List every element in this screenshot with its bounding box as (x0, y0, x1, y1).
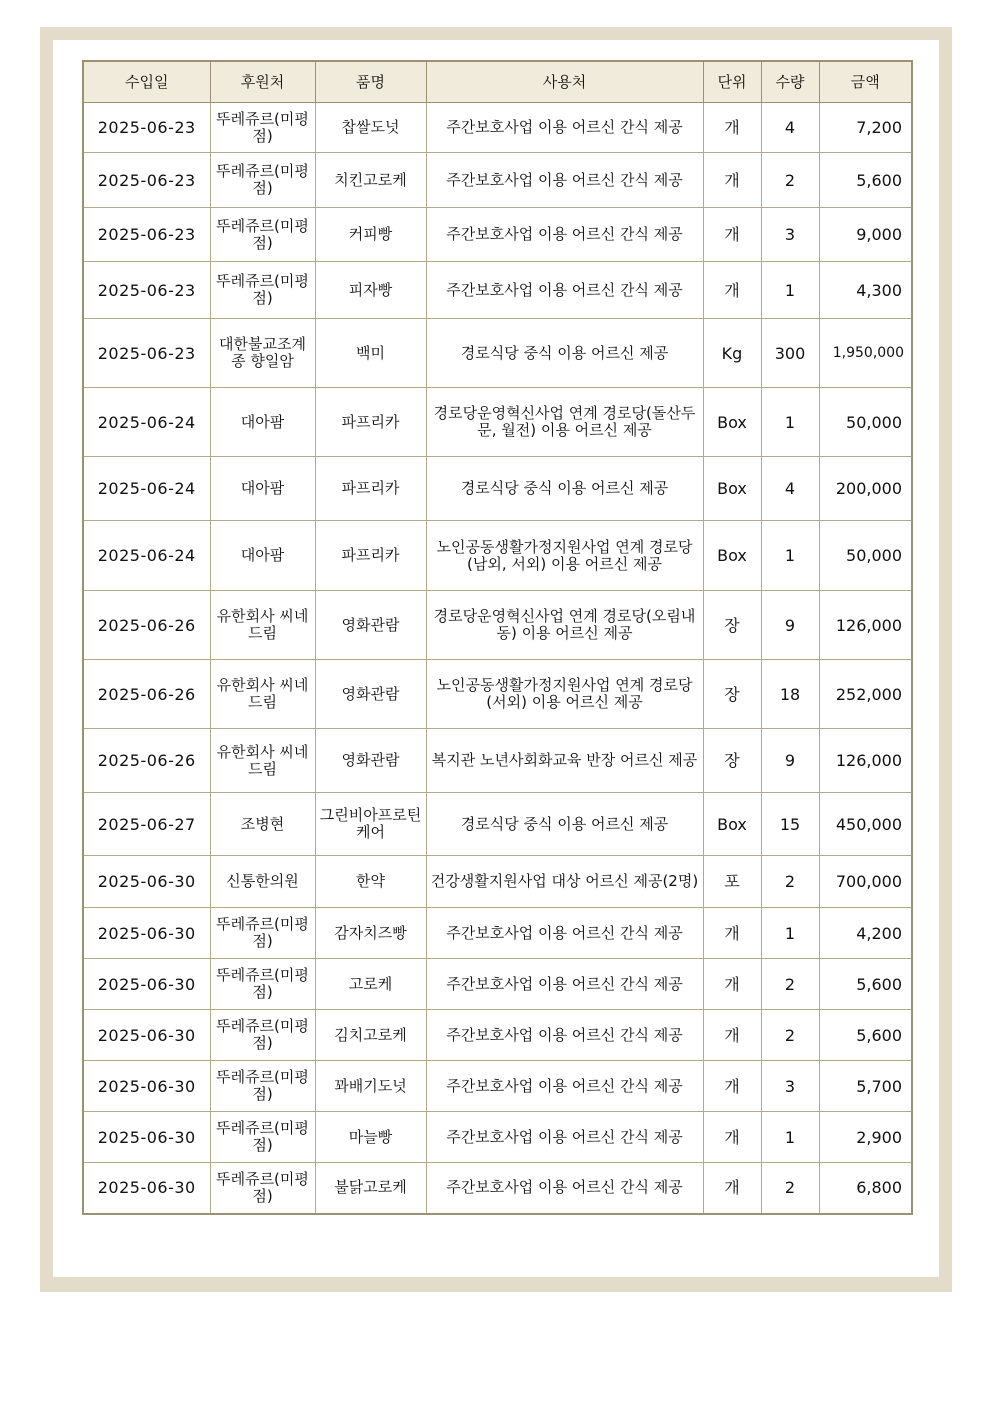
cell-usage: 주간보호사업 이용 어르신 간식 제공 (426, 103, 703, 153)
cell-amount: 9,000 (819, 208, 912, 262)
cell-donor: 뚜레쥬르(미평점) (210, 1112, 315, 1163)
cell-usage: 주간보호사업 이용 어르신 간식 제공 (426, 1010, 703, 1061)
cell-usage: 주간보호사업 이용 어르신 간식 제공 (426, 908, 703, 959)
cell-item: 고로케 (315, 959, 426, 1010)
cell-usage: 경로당운영혁신사업 연계 경로당(돌산두문, 월전) 이용 어르신 제공 (426, 388, 703, 457)
cell-item: 백미 (315, 319, 426, 388)
table-row (83, 388, 912, 457)
cell-amount: 200,000 (819, 457, 912, 521)
cell-usage: 주간보호사업 이용 어르신 간식 제공 (426, 153, 703, 208)
cell-usage: 경로당운영혁신사업 연계 경로당(오림내동) 이용 어르신 제공 (426, 591, 703, 660)
header-quantity: 수량 (761, 61, 819, 103)
cell-date: 2025-06-30 (83, 959, 210, 1010)
cell-unit: 개 (703, 1061, 761, 1112)
cell-date: 2025-06-30 (83, 1163, 210, 1214)
cell-item: 그린비아프로틴케어 (315, 793, 426, 856)
cell-unit: 개 (703, 153, 761, 208)
cell-donor: 대한불교조계종 향일암 (210, 319, 315, 388)
page-inner (53, 40, 939, 1277)
cell-amount: 6,800 (819, 1163, 912, 1214)
cell-usage: 주간보호사업 이용 어르신 간식 제공 (426, 1112, 703, 1163)
donation-table (82, 60, 913, 1215)
cell-date: 2025-06-30 (83, 1112, 210, 1163)
cell-quantity: 1 (761, 1112, 819, 1163)
header-usage: 사용처 (426, 61, 703, 103)
cell-date: 2025-06-30 (83, 908, 210, 959)
cell-donor: 뚜레쥬르(미평점) (210, 262, 315, 319)
cell-unit: 개 (703, 103, 761, 153)
cell-quantity: 2 (761, 153, 819, 208)
table-row (83, 208, 912, 262)
cell-amount: 4,300 (819, 262, 912, 319)
cell-item: 피자빵 (315, 262, 426, 319)
cell-amount: 126,000 (819, 729, 912, 793)
cell-quantity: 300 (761, 319, 819, 388)
cell-donor: 뚜레쥬르(미평점) (210, 1061, 315, 1112)
table-row (83, 1010, 912, 1061)
table-row (83, 319, 912, 388)
cell-quantity: 1 (761, 262, 819, 319)
cell-quantity: 2 (761, 959, 819, 1010)
cell-donor: 유한회사 씨네드림 (210, 729, 315, 793)
cell-quantity: 18 (761, 660, 819, 729)
table-row (83, 959, 912, 1010)
cell-quantity: 2 (761, 1010, 819, 1061)
page-frame (40, 27, 952, 1292)
cell-donor: 대아팜 (210, 457, 315, 521)
cell-date: 2025-06-24 (83, 521, 210, 591)
cell-usage: 주간보호사업 이용 어르신 간식 제공 (426, 1163, 703, 1214)
cell-quantity: 15 (761, 793, 819, 856)
cell-unit: 포 (703, 856, 761, 908)
cell-quantity: 4 (761, 457, 819, 521)
cell-quantity: 3 (761, 1061, 819, 1112)
table-row (83, 103, 912, 153)
cell-usage: 경로식당 중식 이용 어르신 제공 (426, 319, 703, 388)
cell-item: 영화관람 (315, 591, 426, 660)
cell-amount: 2,900 (819, 1112, 912, 1163)
cell-amount: 4,200 (819, 908, 912, 959)
table-row (83, 521, 912, 591)
cell-usage: 주간보호사업 이용 어르신 간식 제공 (426, 959, 703, 1010)
cell-unit: 개 (703, 959, 761, 1010)
cell-unit: 개 (703, 1112, 761, 1163)
cell-donor: 대아팜 (210, 521, 315, 591)
cell-quantity: 9 (761, 591, 819, 660)
cell-amount: 5,600 (819, 1010, 912, 1061)
cell-item: 치킨고로케 (315, 153, 426, 208)
table-row (83, 908, 912, 959)
cell-date: 2025-06-23 (83, 208, 210, 262)
table-row (83, 1061, 912, 1112)
cell-date: 2025-06-30 (83, 1061, 210, 1112)
cell-amount: 7,200 (819, 103, 912, 153)
cell-unit: 장 (703, 591, 761, 660)
cell-item: 한약 (315, 856, 426, 908)
cell-usage: 경로식당 중식 이용 어르신 제공 (426, 457, 703, 521)
cell-unit: 개 (703, 208, 761, 262)
cell-amount: 1,950,000 (819, 319, 912, 388)
cell-unit: 개 (703, 1010, 761, 1061)
cell-amount: 5,600 (819, 153, 912, 208)
cell-usage: 복지관 노년사회화교육 반장 어르신 제공 (426, 729, 703, 793)
cell-date: 2025-06-23 (83, 262, 210, 319)
cell-item: 김치고로케 (315, 1010, 426, 1061)
cell-item: 마늘빵 (315, 1112, 426, 1163)
cell-unit: Box (703, 457, 761, 521)
cell-unit: 장 (703, 729, 761, 793)
cell-unit: Box (703, 521, 761, 591)
cell-unit: Box (703, 793, 761, 856)
header-unit: 단위 (703, 61, 761, 103)
cell-quantity: 1 (761, 521, 819, 591)
header-date: 수입일 (83, 61, 210, 103)
cell-item: 찹쌀도넛 (315, 103, 426, 153)
cell-item: 꽈배기도넛 (315, 1061, 426, 1112)
cell-date: 2025-06-23 (83, 103, 210, 153)
header-item: 품명 (315, 61, 426, 103)
cell-date: 2025-06-24 (83, 457, 210, 521)
cell-amount: 5,600 (819, 959, 912, 1010)
cell-donor: 대아팜 (210, 388, 315, 457)
cell-date: 2025-06-26 (83, 729, 210, 793)
cell-item: 파프리카 (315, 388, 426, 457)
cell-unit: 개 (703, 1163, 761, 1214)
cell-donor: 신통한의원 (210, 856, 315, 908)
cell-item: 커피빵 (315, 208, 426, 262)
cell-amount: 126,000 (819, 591, 912, 660)
cell-date: 2025-06-23 (83, 153, 210, 208)
cell-donor: 유한회사 씨네드림 (210, 660, 315, 729)
cell-usage: 노인공동생활가정지원사업 연계 경로당(서외) 이용 어르신 제공 (426, 660, 703, 729)
cell-item: 불닭고로케 (315, 1163, 426, 1214)
cell-amount: 252,000 (819, 660, 912, 729)
cell-quantity: 2 (761, 856, 819, 908)
table-row (83, 793, 912, 856)
cell-donor: 뚜레쥬르(미평점) (210, 908, 315, 959)
cell-usage: 주간보호사업 이용 어르신 간식 제공 (426, 262, 703, 319)
cell-item: 파프리카 (315, 457, 426, 521)
cell-amount: 50,000 (819, 388, 912, 457)
cell-unit: 개 (703, 908, 761, 959)
cell-usage: 경로식당 중식 이용 어르신 제공 (426, 793, 703, 856)
cell-quantity: 1 (761, 388, 819, 457)
cell-date: 2025-06-27 (83, 793, 210, 856)
cell-date: 2025-06-30 (83, 856, 210, 908)
cell-amount: 50,000 (819, 521, 912, 591)
cell-donor: 뚜레쥬르(미평점) (210, 208, 315, 262)
table-row (83, 262, 912, 319)
table-row (83, 1163, 912, 1214)
table-row (83, 856, 912, 908)
cell-amount: 700,000 (819, 856, 912, 908)
table-row (83, 1112, 912, 1163)
cell-donor: 뚜레쥬르(미평점) (210, 1163, 315, 1214)
cell-date: 2025-06-30 (83, 1010, 210, 1061)
cell-donor: 뚜레쥬르(미평점) (210, 153, 315, 208)
cell-date: 2025-06-26 (83, 660, 210, 729)
cell-item: 영화관람 (315, 660, 426, 729)
cell-usage: 주간보호사업 이용 어르신 간식 제공 (426, 1061, 703, 1112)
cell-quantity: 3 (761, 208, 819, 262)
cell-quantity: 4 (761, 103, 819, 153)
cell-quantity: 9 (761, 729, 819, 793)
cell-donor: 유한회사 씨네드림 (210, 591, 315, 660)
table-row (83, 457, 912, 521)
table-body (83, 103, 912, 1214)
cell-quantity: 2 (761, 1163, 819, 1214)
cell-donor: 뚜레쥬르(미평점) (210, 103, 315, 153)
cell-amount: 5,700 (819, 1061, 912, 1112)
cell-item: 영화관람 (315, 729, 426, 793)
header-amount: 금액 (819, 61, 912, 103)
cell-amount: 450,000 (819, 793, 912, 856)
table-row (83, 729, 912, 793)
cell-donor: 뚜레쥬르(미평점) (210, 1010, 315, 1061)
cell-usage: 건강생활지원사업 대상 어르신 제공(2명) (426, 856, 703, 908)
table-header-row (83, 61, 912, 103)
cell-usage: 노인공동생활가정지원사업 연계 경로당(남외, 서외) 이용 어르신 제공 (426, 521, 703, 591)
cell-quantity: 1 (761, 908, 819, 959)
table-row (83, 591, 912, 660)
header-donor: 후원처 (210, 61, 315, 103)
cell-date: 2025-06-23 (83, 319, 210, 388)
cell-item: 파프리카 (315, 521, 426, 591)
cell-item: 감자치즈빵 (315, 908, 426, 959)
cell-unit: Kg (703, 319, 761, 388)
table-row (83, 153, 912, 208)
cell-usage: 주간보호사업 이용 어르신 간식 제공 (426, 208, 703, 262)
table-row (83, 660, 912, 729)
cell-unit: 개 (703, 262, 761, 319)
cell-unit: 장 (703, 660, 761, 729)
cell-unit: Box (703, 388, 761, 457)
cell-donor: 뚜레쥬르(미평점) (210, 959, 315, 1010)
cell-date: 2025-06-26 (83, 591, 210, 660)
cell-date: 2025-06-24 (83, 388, 210, 457)
cell-donor: 조병현 (210, 793, 315, 856)
